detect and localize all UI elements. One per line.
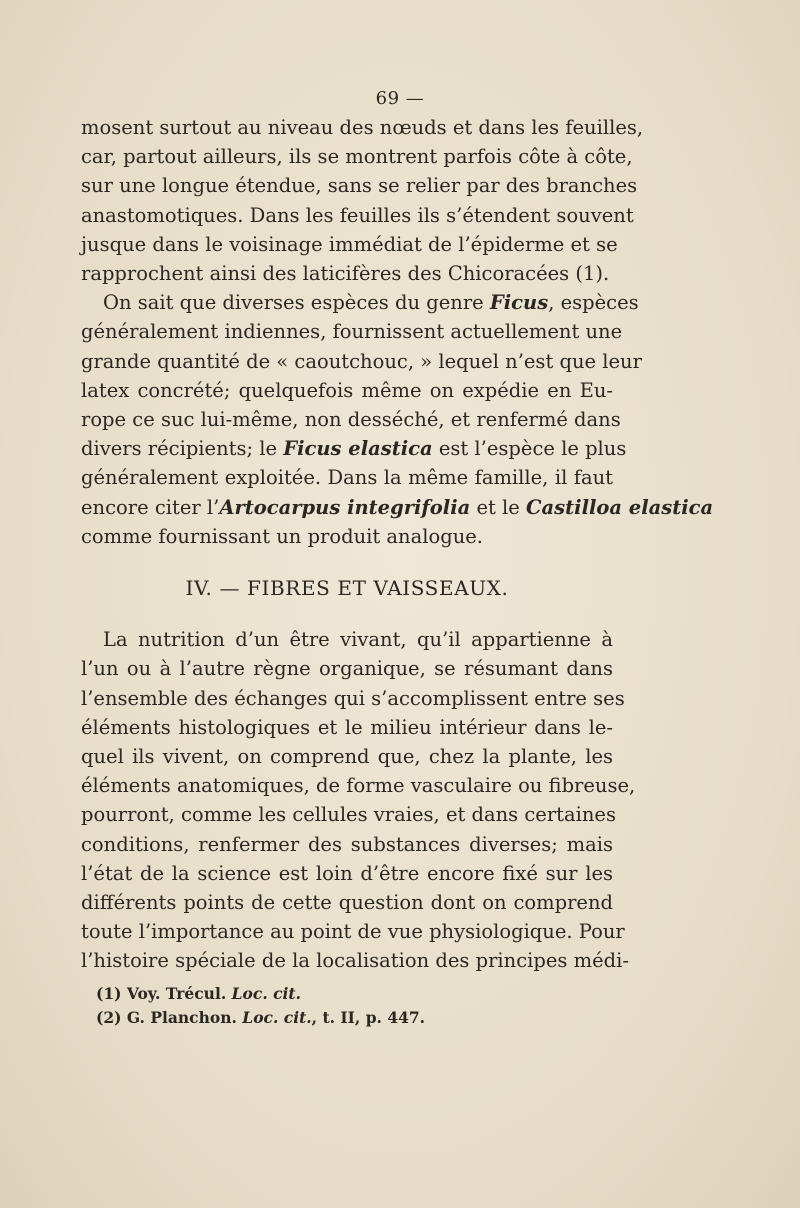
text-line: mosent surtout au niveau des nœuds et dans les feuilles, <box>81 116 644 139</box>
text-line: comme fournissant un produit analogue. <box>81 524 483 548</box>
species-name: Ficus elastica <box>283 437 433 461</box>
text-line <box>81 493 714 522</box>
footnote-text: , t. II, p. 447. <box>311 1008 426 1027</box>
section-heading: IV. — FIBRES ET VAISSEAUX. <box>185 576 509 601</box>
text-line: l’histoire spéciale de la localisation des principes médi- <box>81 949 629 973</box>
text-line <box>81 434 627 463</box>
text-line: rope ce suc lui-même, non desséché, et renfermé dans <box>81 408 621 432</box>
text-line: quel ils vivent, on comprend que, chez la plante, les <box>81 745 613 769</box>
text-line <box>81 288 639 317</box>
text-line: grande quantité de « caoutchouc, » lequel n’est que leur <box>81 349 642 373</box>
text-line: rapprochent ainsi des laticifères des Chicoracées (1). <box>81 262 610 286</box>
text-line: latex concrété; quelquefois même on expédie en Eu- <box>81 378 613 402</box>
text-line: différents points de cette question dont on comprend <box>81 891 613 915</box>
text-run: divers récipients; le <box>81 437 284 461</box>
text-line: toute l’importance au point de vue physiologique. Pour <box>81 920 625 944</box>
text-line: l’un ou à l’autre règne organique, se résumant dans <box>81 657 613 681</box>
page-number: 69 — <box>375 88 425 109</box>
text-line: pourront, comme les cellules vraies, et dans certaines <box>81 803 616 827</box>
text-line: généralement exploitée. Dans la même famille, il faut <box>81 466 613 490</box>
text-line: éléments histologiques et le milieu intérieur dans le- <box>81 715 613 739</box>
text-line: l’état de la science est loin d’être encore fixé sur les <box>81 861 613 885</box>
footnote <box>96 1006 596 1030</box>
text-run: On sait que diverses espèces du genre <box>103 291 490 315</box>
footnote <box>96 982 596 1006</box>
text-run: est l’espèce le plus <box>432 437 627 461</box>
text-line: jusque dans le voisinage immédiat de l’épiderme et se <box>81 232 618 256</box>
text-run: , espèces <box>548 291 639 315</box>
species-name: Ficus <box>489 291 549 315</box>
text-line: l’ensemble des échanges qui s’accomplissent entre ses <box>81 686 625 710</box>
text-run: encore citer l’ <box>81 495 220 519</box>
species-name: Castilloa elastica <box>526 495 714 519</box>
footnote-citation: Loc. cit. <box>242 1008 312 1027</box>
text-run: et le <box>470 495 527 519</box>
text-line: généralement indiennes, fournissent actuellement une <box>81 320 623 344</box>
text-line: anastomotiques. Dans les feuilles ils s’étendent souvent <box>81 203 634 227</box>
body-text <box>81 113 714 976</box>
footnote-text: (1) Voy. Trécul. <box>96 984 232 1003</box>
footnote-citation: Loc. cit. <box>231 984 301 1003</box>
text-line: conditions, renfermer des substances diverses; mais <box>81 832 613 856</box>
footnote-text: (2) G. Planchon. <box>96 1008 243 1027</box>
text-line: car, partout ailleurs, ils se montrent parfois côte à côte, <box>81 145 633 169</box>
text-line: La nutrition d’un être vivant, qu’il appartienne à <box>103 628 613 652</box>
footnotes <box>96 982 596 1030</box>
species-name: Artocarpus integrifolia <box>219 495 471 519</box>
text-line: éléments anatomiques, de forme vasculaire ou fibreuse, <box>81 774 636 798</box>
text-line: sur une longue étendue, sans se relier par des branches <box>81 174 638 198</box>
